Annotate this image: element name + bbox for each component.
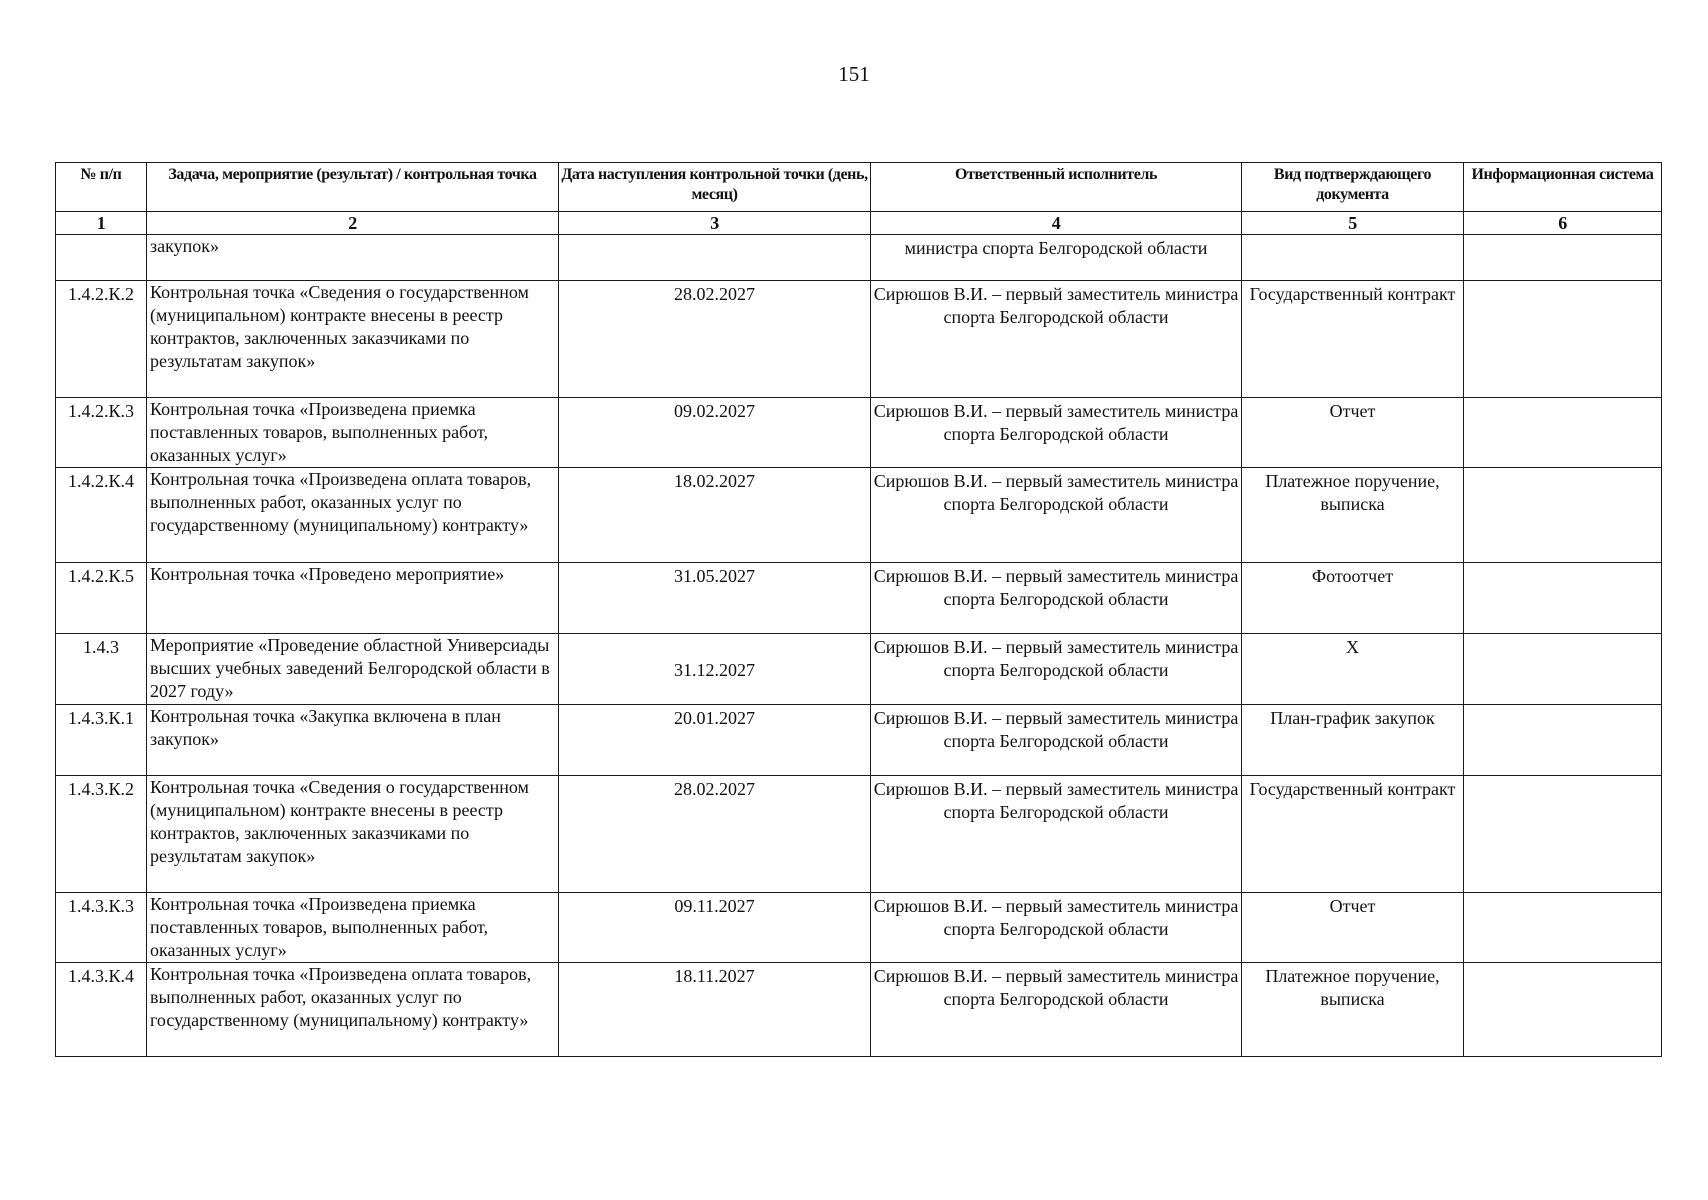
row-date: 20.01.2027: [559, 705, 871, 776]
row-number: 1.4.3.К.2: [56, 776, 147, 893]
row-number: 1.4.3.К.3: [56, 893, 147, 963]
table-row: [56, 398, 1662, 468]
row-document: [1242, 235, 1464, 281]
row-task: Контрольная точка «Произведена приемка поставленных товаров, выполненных работ, оказанных услуг»: [147, 398, 559, 468]
row-number: 1.4.2.К.4: [56, 468, 147, 563]
row-system: [1464, 705, 1662, 776]
row-responsible: Сирюшов В.И. – первый заместитель министра спорта Белгородской области: [871, 705, 1242, 776]
row-system: [1464, 281, 1662, 398]
table-row: [56, 281, 1662, 398]
row-document: Платежное поручение, выписка: [1242, 963, 1464, 1057]
row-number: 1.4.3.К.1: [56, 705, 147, 776]
table-row: [56, 963, 1662, 1057]
header-task: Задача, мероприятие (результат) / контрольная точка: [147, 163, 559, 212]
row-system: [1464, 963, 1662, 1057]
row-system: [1464, 776, 1662, 893]
row-date: 28.02.2027: [559, 776, 871, 893]
table-row: [56, 893, 1662, 963]
row-date: 18.11.2027: [559, 963, 871, 1057]
row-task: Контрольная точка «Закупка включена в план закупок»: [147, 705, 559, 776]
header-system: Информационная система: [1464, 163, 1662, 212]
header-responsible: Ответственный исполнитель: [871, 163, 1242, 212]
row-number: 1.4.2.К.5: [56, 563, 147, 634]
row-task: Контрольная точка «Сведения о государственном (муниципальном) контракте внесены в реестр контрактов, заключенных заказчиками по результатам закупок»: [147, 281, 559, 398]
row-number: 1.4.2.К.3: [56, 398, 147, 468]
column-numbers-row: [56, 212, 1662, 235]
row-date: 09.11.2027: [559, 893, 871, 963]
row-document: Фотоотчет: [1242, 563, 1464, 634]
row-task: Контрольная точка «Произведена приемка поставленных товаров, выполненных работ, оказанных услуг»: [147, 893, 559, 963]
header-document: Вид подтверждающего документа: [1242, 163, 1464, 212]
row-responsible: Сирюшов В.И. – первый заместитель министра спорта Белгородской области: [871, 468, 1242, 563]
table-row: [56, 776, 1662, 893]
column-number: 1: [56, 212, 147, 235]
header-number: № п/п: [56, 163, 147, 212]
row-system: [1464, 398, 1662, 468]
row-task: Мероприятие «Проведение областной Универсиады высших учебных заведений Белгородской области в 2027 году»: [147, 634, 559, 705]
row-system: [1464, 893, 1662, 963]
row-date: [559, 235, 871, 281]
table-row: [56, 705, 1662, 776]
row-responsible: Сирюшов В.И. – первый заместитель министра спорта Белгородской области: [871, 563, 1242, 634]
row-date: 18.02.2027: [559, 468, 871, 563]
row-number: 1.4.3: [56, 634, 147, 705]
page-number: 151: [838, 62, 870, 86]
row-responsible: Сирюшов В.И. – первый заместитель министра спорта Белгородской области: [871, 634, 1242, 705]
table-row: [56, 634, 1662, 705]
row-number: [56, 235, 147, 281]
row-responsible: министра спорта Белгородской области: [871, 235, 1242, 281]
table-row: [56, 563, 1662, 634]
column-number: 5: [1242, 212, 1464, 235]
row-system: [1464, 468, 1662, 563]
row-task: закупок»: [147, 235, 559, 281]
row-responsible: Сирюшов В.И. – первый заместитель министра спорта Белгородской области: [871, 776, 1242, 893]
row-document: План-график закупок: [1242, 705, 1464, 776]
column-number: 4: [871, 212, 1242, 235]
row-system: [1464, 634, 1662, 705]
column-number: 6: [1464, 212, 1662, 235]
row-number: 1.4.2.К.2: [56, 281, 147, 398]
row-date: 31.12.2027: [559, 634, 871, 705]
row-number: 1.4.3.К.4: [56, 963, 147, 1057]
control-points-table: [55, 162, 1662, 1057]
row-responsible: Сирюшов В.И. – первый заместитель министра спорта Белгородской области: [871, 398, 1242, 468]
table-header-row: [56, 163, 1662, 212]
row-responsible: Сирюшов В.И. – первый заместитель министра спорта Белгородской области: [871, 893, 1242, 963]
row-document: Отчет: [1242, 398, 1464, 468]
row-system: [1464, 563, 1662, 634]
column-number: 2: [147, 212, 559, 235]
row-document: Государственный контракт: [1242, 281, 1464, 398]
row-task: Контрольная точка «Произведена оплата товаров, выполненных работ, оказанных услуг по государственному (муниципальному) контракту»: [147, 468, 559, 563]
table-row: [56, 235, 1662, 281]
row-document: Отчет: [1242, 893, 1464, 963]
row-responsible: Сирюшов В.И. – первый заместитель министра спорта Белгородской области: [871, 281, 1242, 398]
row-document: Х: [1242, 634, 1464, 705]
row-date: 28.02.2027: [559, 281, 871, 398]
row-date: 09.02.2027: [559, 398, 871, 468]
column-number: 3: [559, 212, 871, 235]
header-date: Дата наступления контрольной точки (день, месяц): [559, 163, 871, 212]
row-task: Контрольная точка «Сведения о государственном (муниципальном) контракте внесены в реестр контрактов, заключенных заказчиками по результатам закупок»: [147, 776, 559, 893]
row-date: 31.05.2027: [559, 563, 871, 634]
row-task: Контрольная точка «Проведено мероприятие»: [147, 563, 559, 634]
row-document: Государственный контракт: [1242, 776, 1464, 893]
row-task: Контрольная точка «Произведена оплата товаров, выполненных работ, оказанных услуг по государственному (муниципальному) контракту»: [147, 963, 559, 1057]
row-system: [1464, 235, 1662, 281]
row-document: Платежное поручение, выписка: [1242, 468, 1464, 563]
row-responsible: Сирюшов В.И. – первый заместитель министра спорта Белгородской области: [871, 963, 1242, 1057]
table-row: [56, 468, 1662, 563]
